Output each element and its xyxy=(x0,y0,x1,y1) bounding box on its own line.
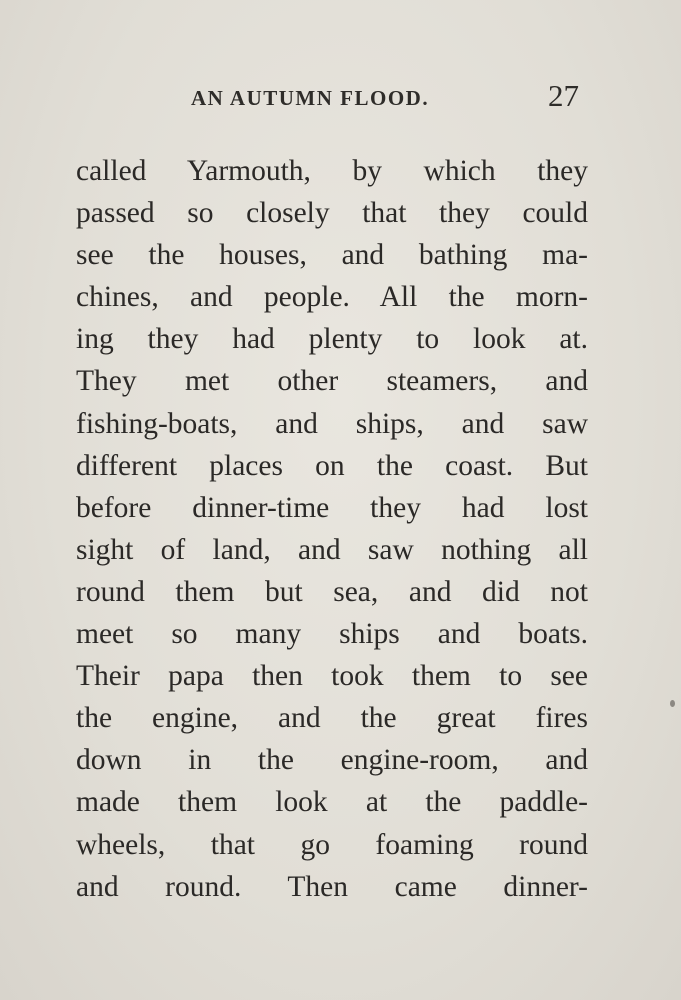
text-line: before dinner-time they had lost xyxy=(76,491,588,524)
text-line: down in the engine-room, and xyxy=(76,744,588,777)
text-line: ing they had plenty to look at. xyxy=(76,323,588,356)
text-line: sight of land, and saw nothing all xyxy=(76,533,588,566)
text-line: and round. Then came dinner- xyxy=(76,870,588,903)
text-line: called Yarmouth, by which they xyxy=(76,155,588,187)
text-line: meet so many ships and boats. xyxy=(76,618,588,651)
text-line: passed so closely that they could xyxy=(76,197,588,230)
paper-speck xyxy=(670,700,675,707)
text-line: different places on the coast. But xyxy=(76,449,588,482)
text-line: fishing-boats, and ships, and saw xyxy=(76,407,588,440)
text-line: see the houses, and bathing ma- xyxy=(76,239,588,272)
body-text xyxy=(76,150,588,908)
text-line: chines, and people. All the morn- xyxy=(76,281,588,314)
text-line: They met other steamers, and xyxy=(76,365,588,398)
text-line: made them look at the paddle- xyxy=(76,786,588,819)
page-header xyxy=(0,78,681,118)
page-number: 27 xyxy=(548,78,579,113)
text-line: wheels, that go foaming round xyxy=(76,828,588,861)
text-line: Their papa then took them to see xyxy=(76,660,588,693)
running-head: AN AUTUMN FLOOD. xyxy=(191,86,430,110)
text-line: the engine, and the great fires xyxy=(76,702,588,735)
text-line: round them but sea, and did not xyxy=(76,575,588,608)
